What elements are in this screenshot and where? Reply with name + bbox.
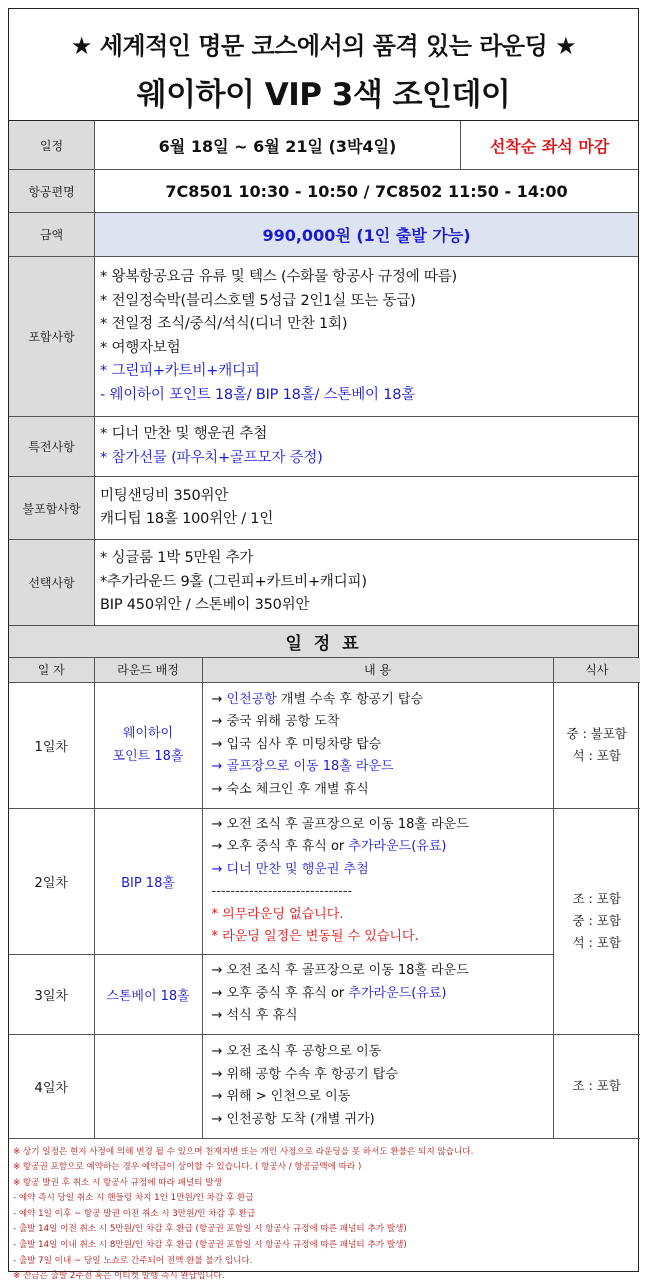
meal-item: 석 : 포함 bbox=[572, 935, 621, 950]
col-course: 라운드 배정 bbox=[94, 658, 202, 682]
price-label: 금액 bbox=[9, 213, 95, 256]
included-item: * 전일정 조식/중식/석식(디너 만찬 1회) bbox=[100, 316, 348, 332]
row-excluded bbox=[9, 477, 638, 540]
col-meals: 식사 bbox=[553, 658, 640, 682]
meal-item: 중 : 불포함 bbox=[566, 726, 627, 741]
activity-item: → 인천공항 개별 수속 후 항공기 탑승 bbox=[211, 691, 424, 707]
course-name: BIP 18홀 bbox=[94, 808, 202, 954]
separator-line: ------------------------------ bbox=[211, 884, 353, 899]
schedule-row-day3 bbox=[9, 954, 640, 1034]
activity-item: → 골프장으로 이동 18홀 라운드 bbox=[211, 759, 394, 775]
row-benefits bbox=[9, 417, 638, 477]
note-line: ※ 잔금은 출발 2주전 혹은 이티켓 발행 즉시 완납입니다. bbox=[13, 1271, 225, 1282]
activity-item: → 입국 심사 후 미팅차량 탑승 bbox=[211, 736, 382, 752]
row-flight bbox=[9, 170, 638, 213]
benefit-item: * 참가선물 (파우치+골프모자 증정) bbox=[100, 449, 323, 466]
optional-item: * 싱글룸 1박 5만원 추가 bbox=[100, 550, 254, 567]
schedule-header-row bbox=[9, 658, 640, 682]
note-line: ※ 항공권 포함으로 예약하는 경우 예약금이 상이할 수 있습니다. ( 항공사 / 항공금액에 따라 ) bbox=[13, 1162, 362, 1173]
activity-item: → 오전 조식 후 골프장으로 이동 18홀 라운드 bbox=[211, 816, 469, 832]
flyer-header bbox=[9, 9, 638, 121]
meal-item: 조 : 포함 bbox=[572, 891, 621, 906]
col-content: 내 용 bbox=[202, 658, 553, 682]
flight-label: 항공편명 bbox=[9, 170, 95, 212]
note-line: - 예약 즉시 당일 취소 시 핸들링 차지 1인 1만원/인 차감 후 환급 bbox=[13, 1193, 254, 1204]
header-slogan: ★ 세계적인 명문 코스에서의 품격 있는 라운딩 ★ bbox=[70, 32, 577, 60]
activity-item: → 디너 만찬 및 행운권 추첨 bbox=[211, 861, 369, 877]
benefit-label: 특전사항 bbox=[9, 417, 95, 476]
activity-cell bbox=[202, 682, 553, 808]
meal-cell bbox=[553, 808, 640, 1034]
activity-cell bbox=[202, 1034, 553, 1138]
optional-item: *추가라운드 9홀 (그린피+카트비+캐디피) bbox=[100, 573, 367, 590]
optional-item: BIP 450위안 / 스톤베이 350위안 bbox=[100, 597, 310, 614]
activity-item: → 위해 > 인천으로 이동 bbox=[211, 1089, 351, 1104]
row-price bbox=[9, 213, 638, 257]
header-title: 웨이하이 VIP 3색 조인데이 bbox=[136, 77, 511, 113]
schedule-row-day2 bbox=[9, 808, 640, 954]
period-value: 6월 18일 ~ 6월 21일 (3박4일) bbox=[158, 136, 397, 156]
note-line: - 예약 1일 이후 ~ 항공 발권 이전 취소 시 3만원/인 차감 후 환급 bbox=[13, 1208, 256, 1219]
day-label: 2일차 bbox=[9, 808, 94, 954]
day-label: 3일차 bbox=[9, 954, 94, 1034]
excluded-item: 캐디팁 18홀 100위안 / 1인 bbox=[100, 511, 274, 527]
warning-item: * 의무라운딩 없습니다. bbox=[211, 906, 344, 922]
activity-item: → 오전 조식 후 골프장으로 이동 18홀 라운드 bbox=[211, 963, 469, 979]
meal-cell bbox=[553, 1034, 640, 1138]
meal-item: 중 : 포함 bbox=[572, 913, 621, 928]
col-day: 일 자 bbox=[9, 658, 94, 682]
activity-cell bbox=[202, 808, 553, 954]
included-list bbox=[95, 257, 638, 416]
activity-item: → 위해 공항 수속 후 항공기 탑승 bbox=[211, 1066, 398, 1082]
note-line: - 출발 14일 이전 취소 시 5만원/인 차감 후 환급 (항공권 포함일 시 항공사 규정에 따른 패널티 추가 발생) bbox=[13, 1224, 407, 1235]
row-optional bbox=[9, 540, 638, 626]
seat-notice: 선착순 좌석 마감 bbox=[460, 121, 638, 169]
excluded-list bbox=[95, 477, 638, 539]
optional-label: 선택사항 bbox=[9, 540, 95, 625]
benefit-list bbox=[95, 417, 638, 476]
included-item: * 여행자보험 bbox=[100, 339, 181, 356]
course-cell bbox=[94, 682, 202, 808]
course-name bbox=[94, 1034, 202, 1138]
flight-value: 7C8501 10:30 - 10:50 / 7C8502 11:50 - 14:00 bbox=[165, 181, 568, 201]
row-period bbox=[9, 121, 638, 170]
terms-notes bbox=[9, 1139, 638, 1285]
note-line: ※ 항공 발권 후 취소 시 항공사 규정에 따라 패널티 발생 bbox=[13, 1177, 222, 1188]
benefit-item: * 디너 만찬 및 행운권 추첨 bbox=[100, 426, 268, 442]
note-line: - 출발 14일 이내 취소 시 8만원/인 차감 후 환급 (항공권 포함일 시 항공사 규정에 따른 패널티 추가 발생) bbox=[13, 1240, 407, 1251]
schedule-row-day1 bbox=[9, 682, 640, 808]
activity-cell bbox=[202, 954, 553, 1034]
day-label: 1일차 bbox=[9, 682, 94, 808]
included-item: * 전일정숙박(블리스호텔 5성급 2인1실 또는 동급) bbox=[100, 292, 416, 309]
included-item: * 왕복항공요금 유류 및 텍스 (수화물 항공사 규정에 따름) bbox=[100, 269, 457, 285]
course-name: 포인트 18홀 bbox=[112, 749, 184, 764]
note-line: ※ 상기 일정은 현지 사정에 의해 변경 될 수 있으며 천재지변 또는 개인 사정으로 라운딩을 못 하셔도 환불은 되지 않습니다. bbox=[13, 1146, 474, 1157]
course-name: 스톤베이 18홀 bbox=[94, 954, 202, 1034]
warning-item: * 라운딩 일정은 변동될 수 있습니다. bbox=[211, 929, 419, 944]
activity-item: → 석식 후 휴식 bbox=[211, 1008, 298, 1024]
included-item: - 웨이하이 포인트 18홀/ BIP 18홀/ 스톤베이 18홀 bbox=[100, 386, 416, 403]
optional-list bbox=[95, 540, 638, 625]
schedule-title: 일 정 표 bbox=[9, 626, 638, 658]
meal-item: 석 : 포함 bbox=[572, 748, 621, 763]
schedule-row-day4 bbox=[9, 1034, 640, 1138]
meal-item: 조 : 포함 bbox=[572, 1078, 621, 1093]
price-value: 990,000원 (1인 출발 가능) bbox=[95, 213, 638, 256]
included-item: * 그린피+카트비+캐디피 bbox=[100, 363, 260, 379]
activity-item: → 중국 위해 공항 도착 bbox=[211, 714, 340, 730]
row-included bbox=[9, 257, 638, 417]
course-name: 웨이하이 bbox=[122, 726, 174, 741]
period-label: 일정 bbox=[9, 121, 95, 169]
excluded-label: 불포함사항 bbox=[9, 477, 95, 539]
day-label: 4일차 bbox=[9, 1034, 94, 1138]
note-line: - 출발 7일 이내 ~ 당일 노쇼로 간주되어 전액 환불 불가 입니다. bbox=[13, 1255, 253, 1266]
activity-item: → 오전 조식 후 공항으로 이동 bbox=[211, 1044, 382, 1059]
activity-item: → 인천공항 도착 (개별 귀가) bbox=[211, 1111, 375, 1127]
activity-item: → 숙소 체크인 후 개별 휴식 bbox=[211, 781, 369, 797]
tour-flyer bbox=[8, 8, 639, 1282]
activity-item: → 오후 중식 후 휴식 or 추가라운드(유료) bbox=[211, 839, 447, 854]
schedule-table bbox=[9, 658, 640, 1139]
excluded-item: 미팅샌딩비 350위안 bbox=[100, 487, 229, 504]
included-label: 포함사항 bbox=[9, 257, 95, 416]
activity-item: → 오후 중식 후 휴식 or 추가라운드(유료) bbox=[211, 985, 447, 1001]
meal-cell bbox=[553, 682, 640, 808]
